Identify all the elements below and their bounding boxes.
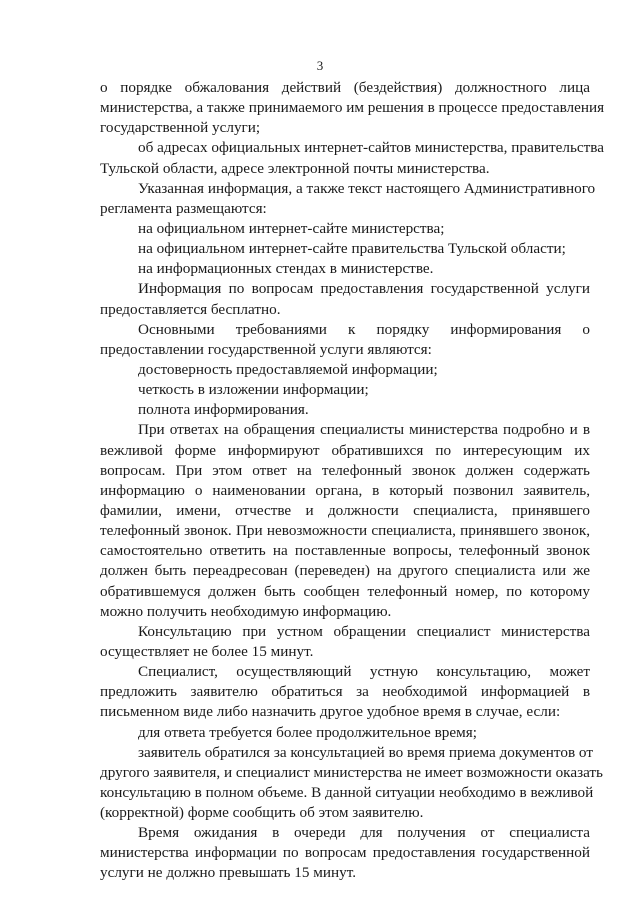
text-line: Специалист, осуществляющий устную консультацию, может <box>138 663 590 681</box>
text-line: Информация по вопросам предоставления государственной услуги <box>138 280 590 298</box>
text-line: регламента размещаются: <box>100 199 267 217</box>
text-line: Время ожидания в очереди для получения от специалиста <box>138 824 590 842</box>
text-line: должен быть переадресован (переведен) на другого специалиста или же <box>100 562 590 580</box>
text-line: информацию о наименовании органа, в который позвонил заявитель, <box>100 481 590 499</box>
text-line: самостоятельно ответить на поставленные вопросы, телефонный звонок <box>100 542 590 560</box>
text-line: При ответах на обращения специалисты министерства подробно и в <box>138 421 590 439</box>
text-line: (корректной) форме сообщить об этом заявителю. <box>100 804 424 822</box>
text-line: вежливой форме информируют обратившихся по интересующим их <box>100 441 590 459</box>
text-line: можно получить необходимую информацию. <box>100 602 392 620</box>
page-number: 3 <box>316 58 324 73</box>
text-line: заявитель обратился за консультацией во время приема документов от <box>138 743 593 761</box>
text-line: об адресах официальных интернет-сайтов министерства, правительства <box>138 139 604 157</box>
text-line: полнота информирования. <box>138 401 309 419</box>
text-line: Основными требованиями к порядку информирования о <box>138 320 590 338</box>
text-line: предоставлении государственной услуги являются: <box>100 340 432 358</box>
text-line: Тульской области, адресе электронной почты министерства. <box>100 159 490 177</box>
text-line: письменном виде либо назначить другое удобное время в случае, если: <box>100 703 561 721</box>
text-line: о порядке обжалования действий (бездействия) должностного лица <box>100 79 590 96</box>
text-line: Указанная информация, а также текст настоящего Административного <box>138 179 596 197</box>
text-line: вопросам. При этом ответ на телефонный звонок должен содержать <box>100 461 590 479</box>
text-line: услуги не должно превышать 15 минут. <box>100 864 357 882</box>
text-line: предоставляется бесплатно. <box>100 300 281 318</box>
text-line: осуществляет не более 15 минут. <box>100 642 314 660</box>
text-line: четкость в изложении информации; <box>138 381 369 399</box>
text-line: обратившемуся должен быть сообщен телефонный номер, по которому <box>100 582 590 600</box>
document-body <box>100 78 605 884</box>
text-line: министерства, а также принимаемого им решения в процессе предоставления <box>100 99 605 117</box>
text-line: другого заявителя, и специалист министерства не имеет возможности оказать <box>100 763 603 781</box>
text-line: для ответа требуется более продолжительное время; <box>138 723 477 741</box>
text-line: телефонный звонок. При невозможности специалиста, принявшего звонок, <box>100 522 590 540</box>
text-line: достоверность предоставляемой информации; <box>138 360 438 378</box>
text-line: на официальном интернет-сайте министерства; <box>138 219 445 237</box>
text-line: предложить заявителю обратиться за необходимой информацией в <box>100 683 590 701</box>
text-line: министерства информации по вопросам предоставления государственной <box>100 844 590 862</box>
text-line: на официальном интернет-сайте правительства Тульской области; <box>138 240 566 258</box>
text-line: фамилии, имени, отчестве и должности специалиста, принявшего <box>100 501 590 519</box>
text-line: Консультацию при устном обращении специалист министерства <box>138 622 590 640</box>
text-line: на информационных стендах в министерстве. <box>138 260 434 278</box>
text-line: консультацию в полном объеме. В данной ситуации необходимо в вежливой <box>100 783 594 801</box>
text-line: государственной услуги; <box>100 119 261 137</box>
